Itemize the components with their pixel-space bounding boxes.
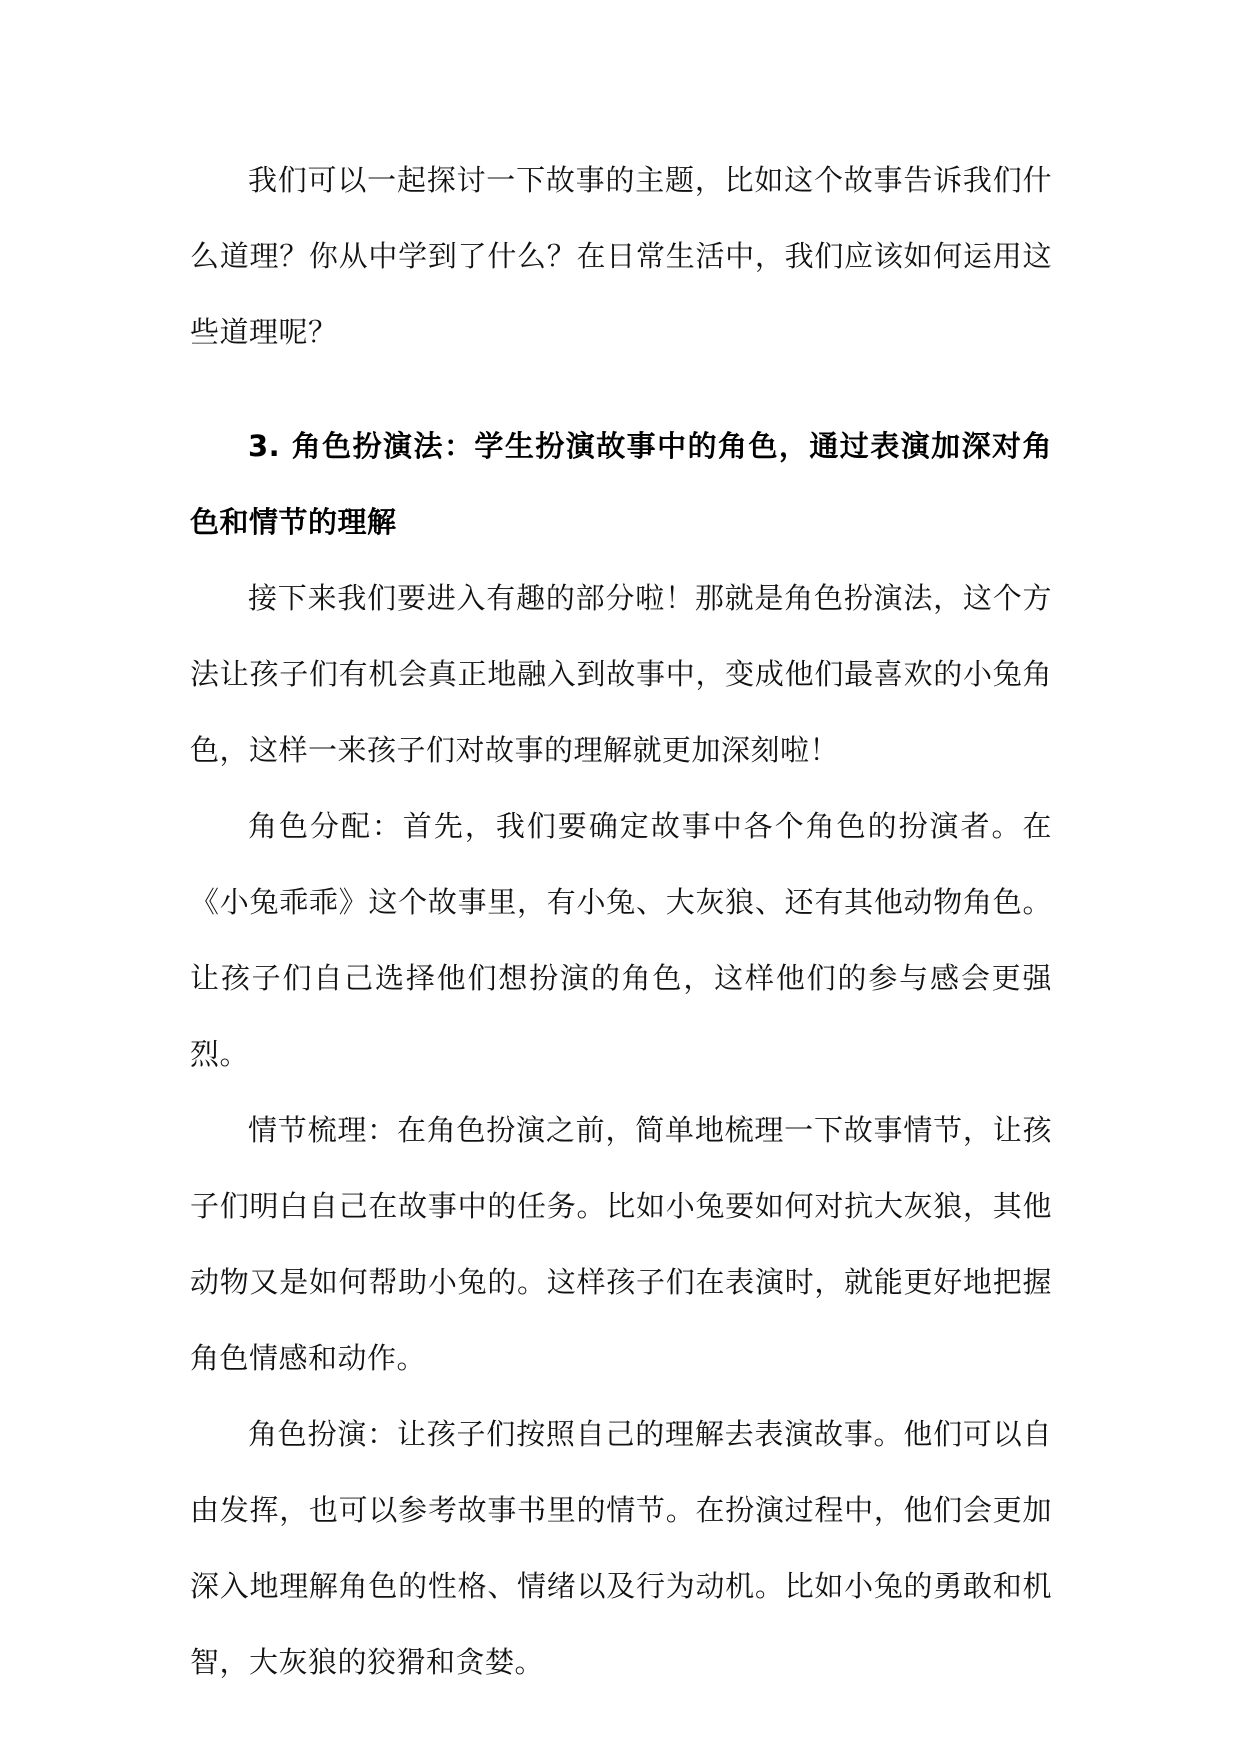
paragraph-role-play: 角色扮演：让孩子们按照自己的理解去表演故事。他们可以自由发挥，也可以参考故事书里的情节。在扮演过程中，他们会更加深入地理解角色的性格、情绪以及行为动机。比如小兔的勇敢和机智，大灰狼的狡猾和贪婪。 xyxy=(190,1417,1052,1679)
paragraph-theme-discussion: 我们可以一起探讨一下故事的主题，比如这个故事告诉我们什么道理？你从中学到了什么？在日常生活中，我们应该如何运用这些道理呢？ xyxy=(190,163,1052,349)
document-body xyxy=(190,142,1052,1700)
paragraph-role-assignment: 角色分配：首先，我们要确定故事中各个角色的扮演者。在《小兔乖乖》这个故事里，有小兔、大灰狼、还有其他动物角色。让孩子们自己选择他们想扮演的角色，这样他们的参与感会更强烈。 xyxy=(190,809,1052,1071)
paragraph-plot-review: 情节梳理：在角色扮演之前，简单地梳理一下故事情节，让孩子们明白自己在故事中的任务。比如小兔要如何对抗大灰狼，其他动物又是如何帮助小兔的。这样孩子们在表演时，就能更好地把握角色情感和动作。 xyxy=(190,1113,1052,1375)
section-heading-role-play: 3. 角色扮演法：学生扮演故事中的角色，通过表演加深对角色和情节的理解 xyxy=(190,429,1052,539)
paragraph-intro: 接下来我们要进入有趣的部分啦！那就是角色扮演法，这个方法让孩子们有机会真正地融入到故事中，变成他们最喜欢的小兔角色，这样一来孩子们对故事的理解就更加深刻啦！ xyxy=(190,581,1052,767)
